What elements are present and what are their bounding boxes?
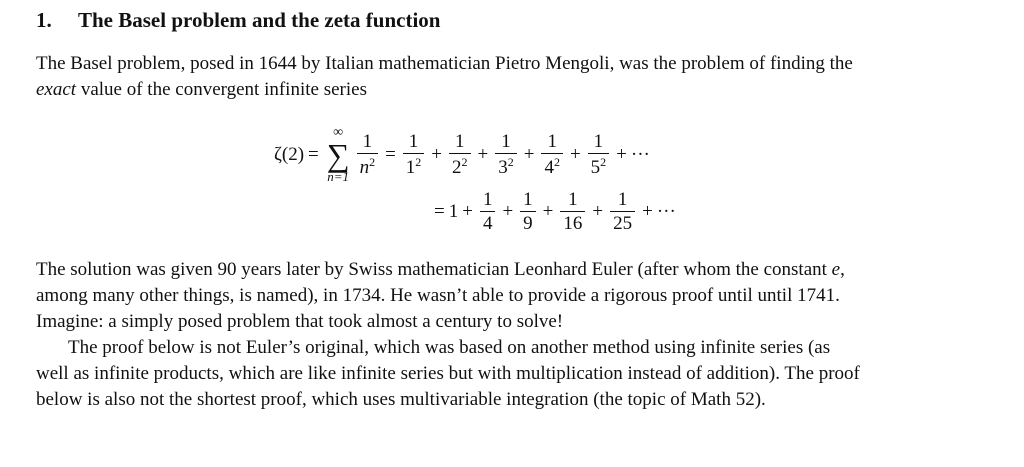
solution-line-1: The solution was given 90 years later by Swiss mathematician Leonhard Euler (after whom the constant e, (36, 259, 845, 280)
intro-paragraph (36, 51, 986, 103)
series-expansion (400, 132, 650, 177)
sigma-symbol: ∑ (326, 137, 350, 173)
solution-line-3: Imagine: a simply posed problem that took almost a century to solve! (36, 311, 564, 332)
sum-upper-limit: ∞ (333, 125, 344, 140)
intro-emphasis: exact (36, 79, 77, 100)
series-expansion-numeric (458, 190, 676, 233)
plus-sign: + (523, 143, 535, 165)
solution-line-2: among many other things, is named), in 1734. He wasn’t able to provide a rigorous proof until until 1741. (36, 285, 840, 306)
plus-sign: + (462, 200, 473, 222)
ellipsis: ··· (630, 143, 650, 165)
equals-sign-2: = (385, 143, 396, 165)
section-title: The Basel problem and the zeta function (78, 8, 441, 32)
constant-e: e (831, 259, 841, 280)
series-term: $\frac{1}{2^2}$ (449, 132, 471, 177)
general-term: $\frac{1}{n^2}$ (357, 132, 379, 177)
series-term: $\frac{1}{1^2}$ (403, 132, 425, 177)
section-number: 1. (36, 8, 52, 32)
ellipsis: ··· (656, 200, 676, 222)
leading-one: 1 (448, 200, 459, 222)
plus-sign: + (431, 143, 442, 165)
series-term: $\frac{1}{5^2}$ (588, 132, 610, 177)
equals-sign-3: = (434, 200, 445, 222)
series-term-numeric: $\frac{1}{9}$ (520, 190, 536, 233)
series-term: $\frac{1}{4^2}$ (541, 132, 563, 177)
sum-lower-limit: n=1 (327, 169, 350, 184)
plus-sign: + (477, 143, 489, 165)
section-heading (36, 8, 440, 33)
intro-line-1: The Basel problem, posed in 1644 by Italian mathematician Pietro Mengoli, was the problem of finding the (36, 53, 853, 74)
plus-sign: + (542, 200, 554, 222)
solution-line-4: The proof below is not Euler’s original, which was based on another method using infinite series (as (68, 337, 831, 358)
series-term: $\frac{1}{3^2}$ (495, 132, 517, 177)
solution-line-5: well as infinite products, which are like infinite series but with multiplication instead of addition). The proof (36, 363, 860, 384)
intro-line-2 (36, 77, 986, 103)
intro-line-2-rest: value of the convergent infinite series (76, 79, 367, 100)
zeta-equation-line-1 (274, 126, 650, 183)
zeta-equation-line-2 (430, 190, 676, 233)
series-term-numeric: $\frac{1}{4}$ (480, 190, 496, 233)
equals-sign: = (308, 143, 319, 165)
plus-sign: + (569, 143, 581, 165)
summation (327, 126, 350, 183)
plus-sign: + (616, 143, 627, 165)
plus-sign: + (642, 200, 653, 222)
plus-sign: + (502, 200, 514, 222)
solution-line-6: below is also not the shortest proof, which uses multivariable integration (the topic of Math 52). (36, 389, 766, 410)
plus-sign: + (592, 200, 604, 222)
zeta-lhs: ζ(2) (274, 143, 305, 165)
series-term-numeric: $\frac{1}{16}$ (560, 190, 585, 233)
series-term-numeric: $\frac{1}{25}$ (610, 190, 635, 233)
solution-paragraph (36, 257, 986, 413)
